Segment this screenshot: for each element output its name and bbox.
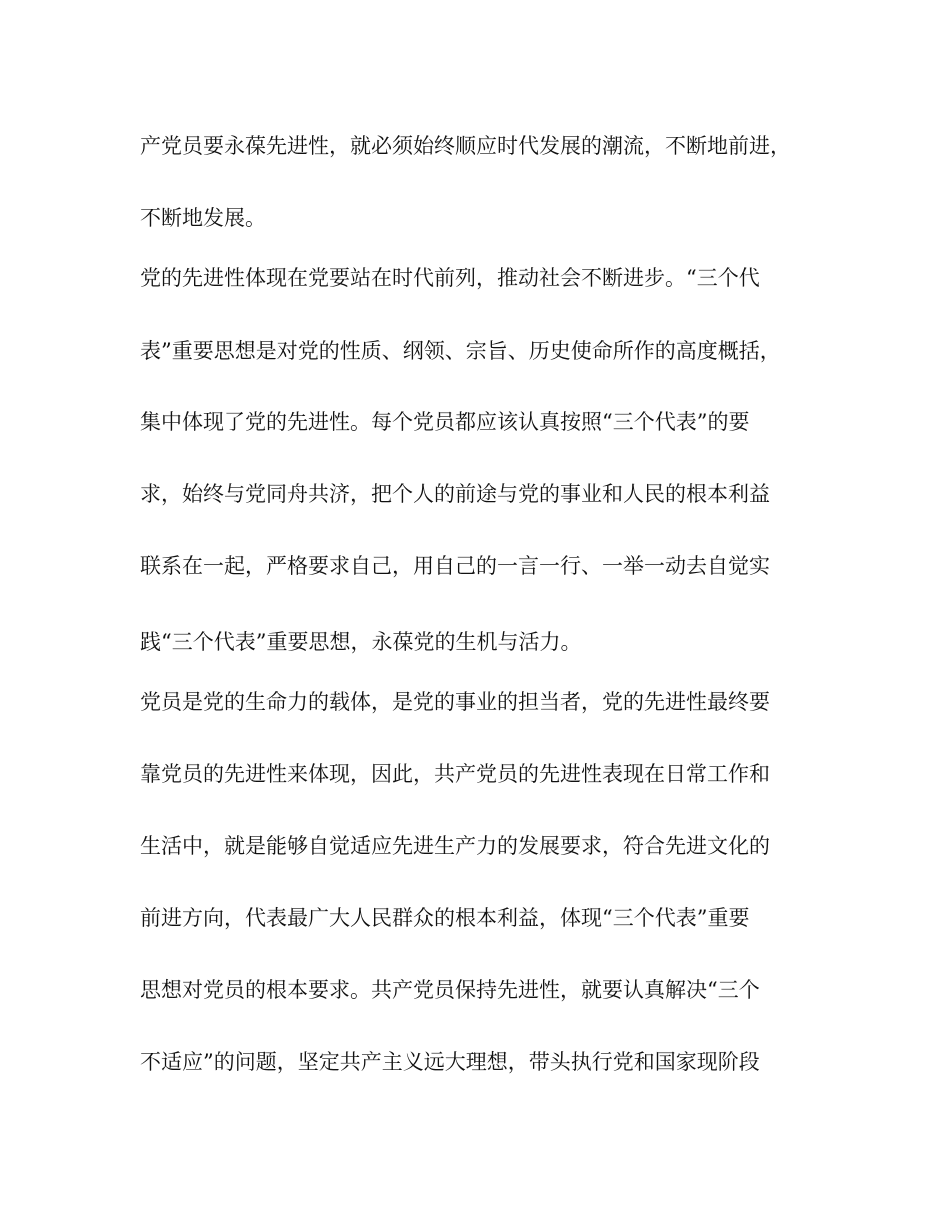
text-line: 求，始终与党同舟共济，把个人的前途与党的事业和人民的根本利益 bbox=[140, 482, 770, 506]
text-line: 前进方向，代表最广大人民群众的根本利益，体现“三个代表”重要 bbox=[140, 906, 750, 930]
text-line: 不断地发展。 bbox=[140, 206, 266, 230]
text-line: 产党员要永葆先进性，就必须始终顺应时代发展的潮流，不断地前进， bbox=[140, 134, 791, 158]
text-line: 党员是党的生命力的载体，是党的事业的担当者，党的先进性最终要 bbox=[140, 690, 770, 714]
text-line: 思想对党员的根本要求。共产党员保持先进性，就要认真解决“三个 bbox=[140, 978, 760, 1002]
text-line: 集中体现了党的先进性。每个党员都应该认真按照“三个代表”的要 bbox=[140, 410, 750, 434]
text-line: 不适应”的问题，坚定共产主义远大理想，带头执行党和国家现阶段 bbox=[140, 1050, 760, 1074]
text-line: 靠党员的先进性来体现，因此，共产党员的先进性表现在日常工作和 bbox=[140, 762, 770, 786]
text-line: 表”重要思想是对党的性质、纲领、宗旨、历史使命所作的高度概括， bbox=[140, 339, 781, 363]
text-line: 生活中，就是能够自觉适应先进生产力的发展要求，符合先进文化的 bbox=[140, 834, 770, 858]
text-line: 党的先进性体现在党要站在时代前列，推动社会不断进步。“三个代 bbox=[140, 266, 760, 290]
text-line: 联系在一起，严格要求自己，用自己的一言一行、一举一动去自觉实 bbox=[140, 554, 770, 578]
text-line: 践“三个代表”重要思想，永葆党的生机与活力。 bbox=[140, 630, 582, 654]
